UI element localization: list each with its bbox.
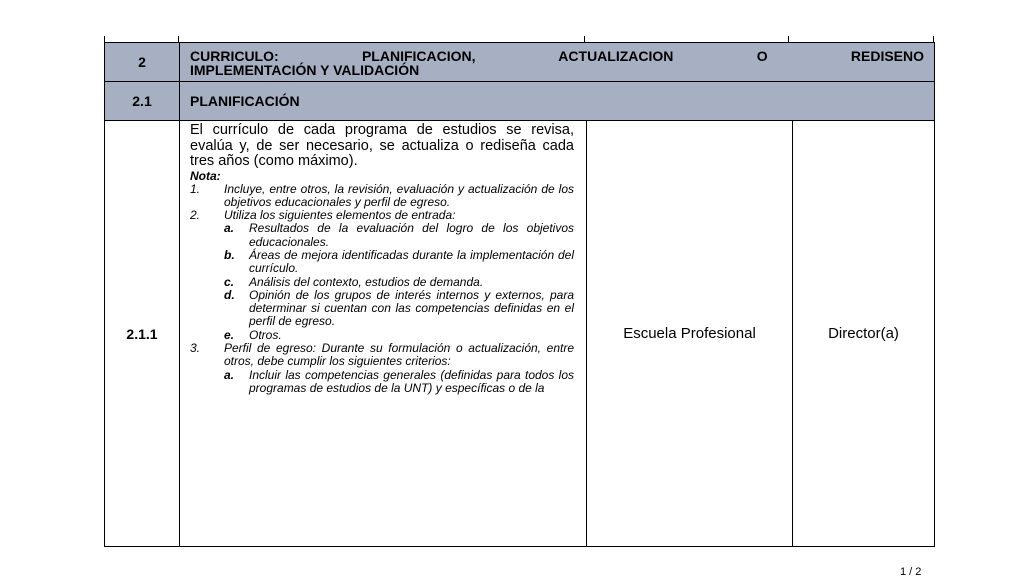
section-title-line1: CURRICULO: PLANIFICACION, ACTUALIZACION O REDISENO <box>190 48 925 64</box>
sub-list-item: c. Análisis del contexto, estudios de demanda. <box>224 274 484 289</box>
list-item: 2. Utiliza los siguientes elementos de entrada: <box>190 208 456 223</box>
sub-list-item: e. Otros. <box>224 327 282 342</box>
sub-list-item: a. Resultados de la evaluación del logro de los objetivos educacionales. <box>224 221 574 249</box>
section-number: 2 <box>105 43 180 82</box>
section-title <box>180 43 935 82</box>
nota-list <box>190 183 574 396</box>
row-intro: El currículo de cada programa de estudios se revisa, evalúa y, de ser necesario, se actualiza o rediseña cada tres años (como máximo). <box>190 122 574 169</box>
sub-list-item: d. Opinión de los grupos de interés internos y externos, para determinar si cuentan con las competencias definidas en el perfil de egreso. <box>224 287 574 329</box>
row-number: 2.1.1 <box>105 121 180 547</box>
list-item: 3. Perfil de egreso: Durante su formulación o actualización, entre otros, debe cumplir los siguientes criterios: <box>190 341 574 369</box>
section-title-line2: IMPLEMENTACIÓN Y VALIDACIÓN <box>190 62 420 78</box>
table-row <box>105 121 935 547</box>
list-item: 1. Incluye, entre otros, la revisión, evaluación y actualización de los objetivos educacionales y perfil de egreso. <box>190 181 574 209</box>
subsection-header-row <box>105 82 935 121</box>
page-number: 1 / 2 <box>900 566 922 578</box>
responsible-area: Escuela Profesional <box>587 121 793 547</box>
subsection-title: PLANIFICACIÓN <box>180 82 935 121</box>
section-header-row <box>105 43 935 82</box>
sub-list-item: a. Incluir las competencias generales (definidas para todos los programas de estudios de la UNT) y específicas o de la <box>224 367 574 395</box>
procedure-table <box>104 42 935 547</box>
sub-list-item: b. Áreas de mejora identificadas durante la implementación del currículo. <box>224 247 574 276</box>
subsection-number: 2.1 <box>105 82 180 121</box>
responsible-role: Director(a) <box>793 121 935 547</box>
nota-label: Nota: <box>190 168 221 183</box>
row-description <box>180 121 587 547</box>
